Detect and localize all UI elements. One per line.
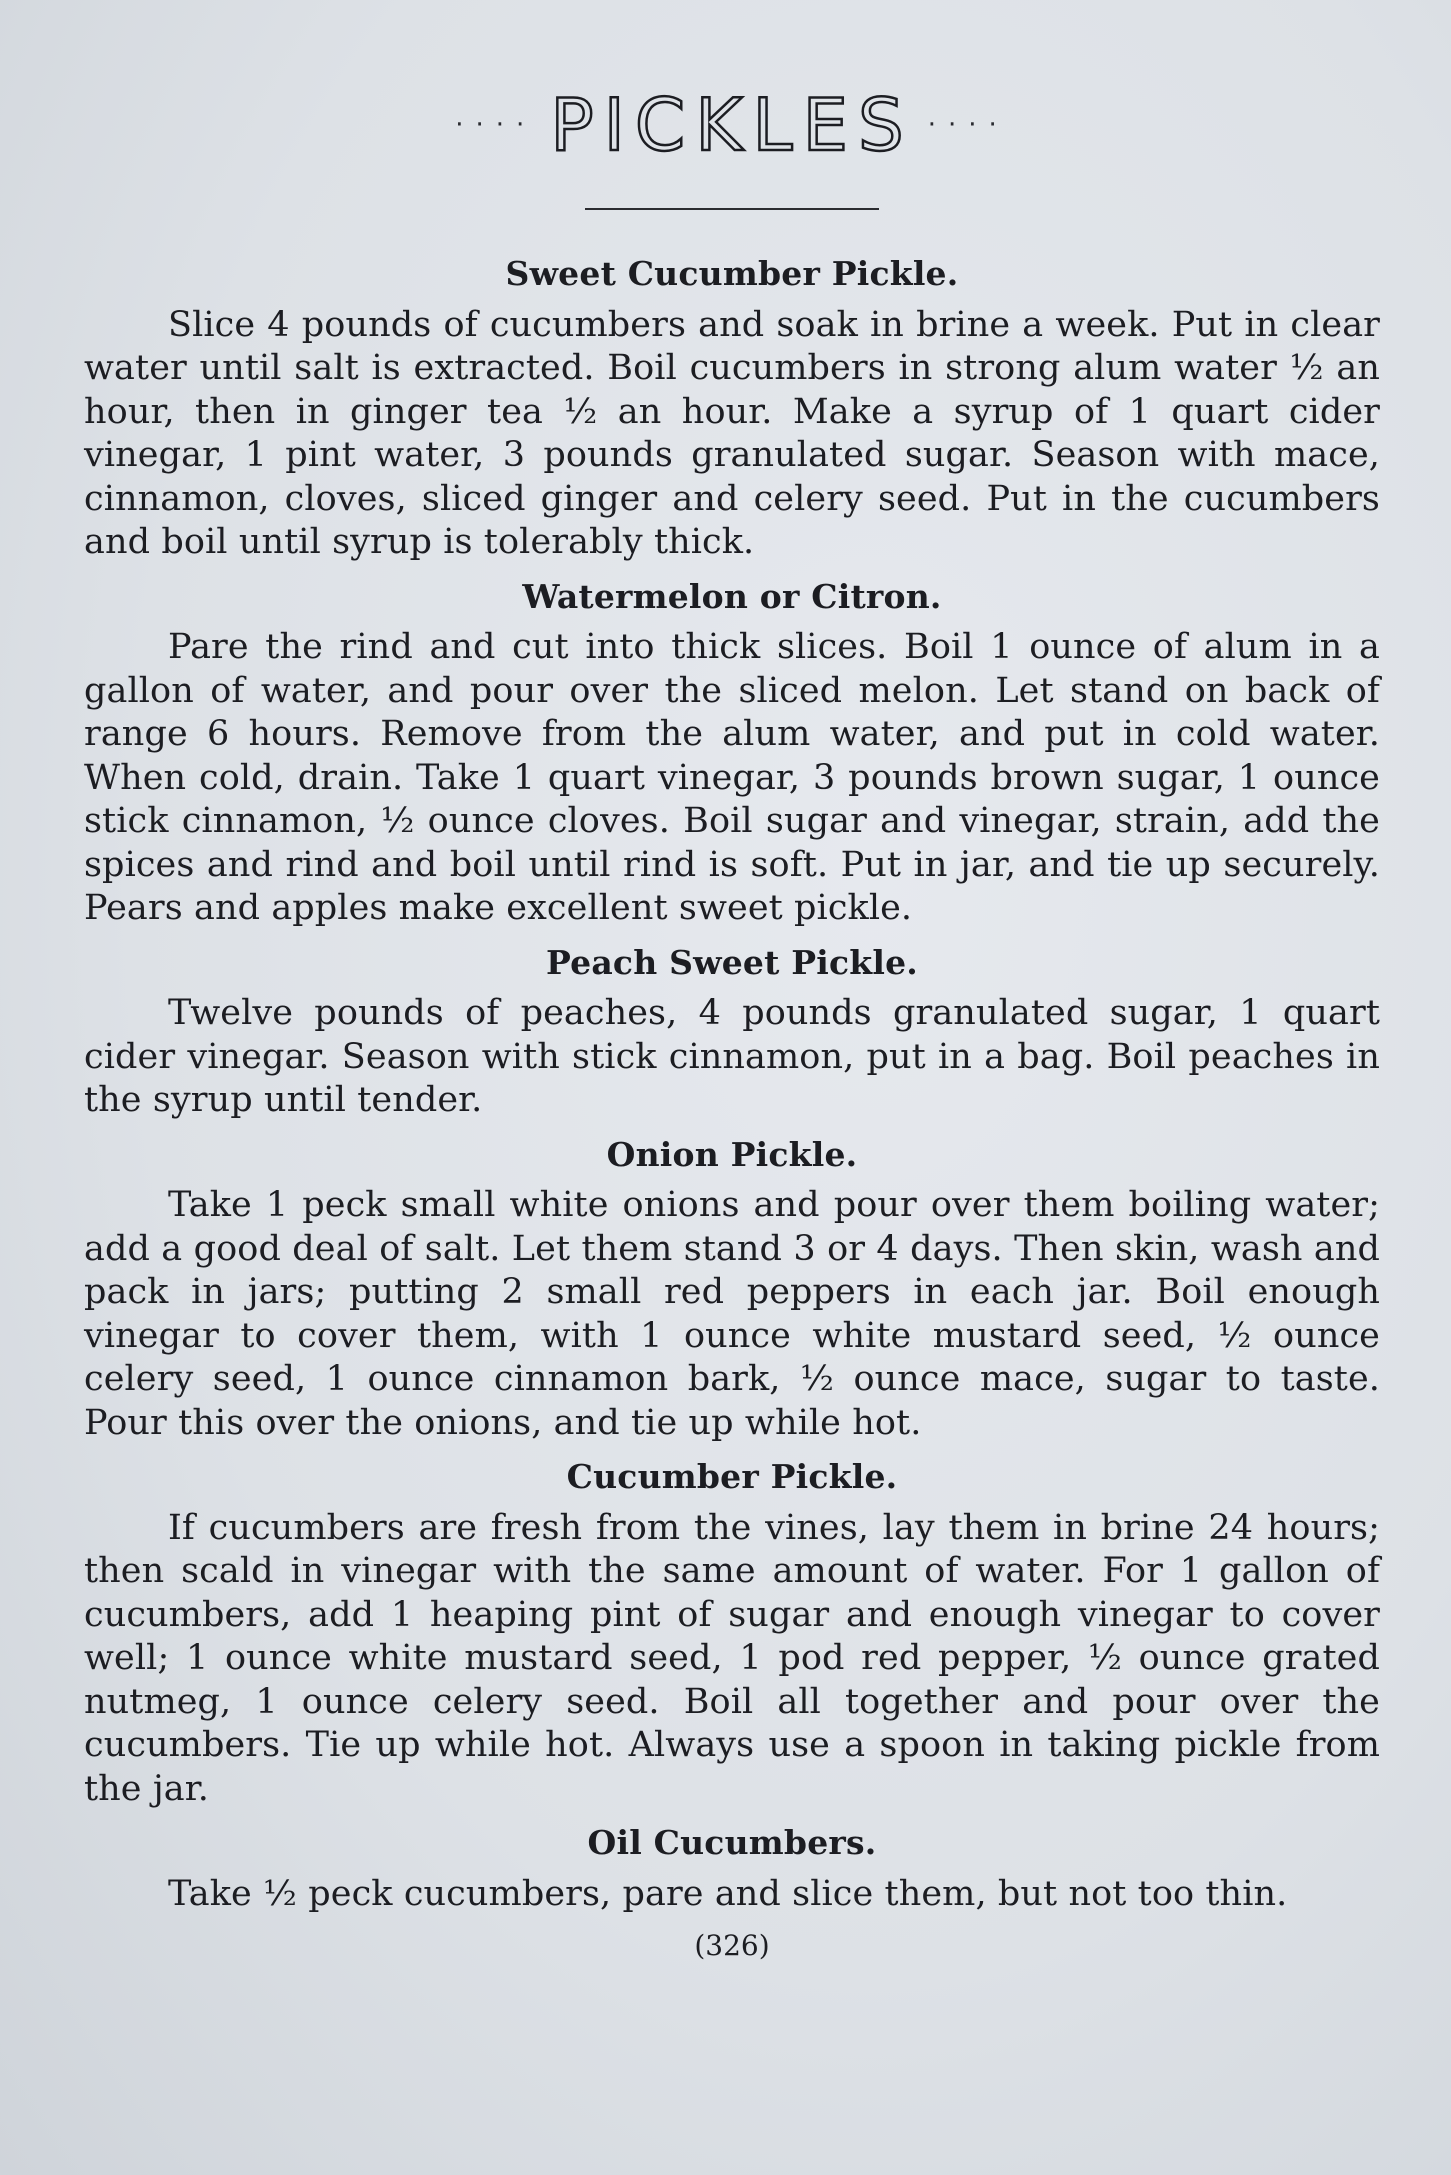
- recipe-title: Cucumber Pickle.: [566, 1457, 898, 1497]
- recipe-onion-pickle: [84, 1135, 1380, 1446]
- title-rule: [585, 208, 879, 210]
- recipe-title: Oil Cucumbers.: [587, 1823, 877, 1863]
- ornament-dots-left: ····: [455, 110, 537, 140]
- recipe-cucumber-pickle: [84, 1457, 1380, 1811]
- recipe-sweet-cucumber-pickle: [84, 254, 1380, 565]
- recipe-text: Take 1 peck small white onions and pour over them boiling water; add a good deal of salt. Let them stand 3 or 4 days. Then skin, wash and pack in jars; putting 2 small red peppers in each jar. Boil enough vinegar to cover them, with 1 ounce white mustard seed, ½ ounce celery seed, 1 ounce cinnamon bark, ½ ounce mace, sugar to taste. Pour this over the onions, and tie up while hot.: [84, 1185, 1380, 1443]
- ornament-dots-right: ····: [927, 110, 1009, 140]
- recipe-text: Take ½ peck cucumbers, pare and slice them, but not too thin.: [168, 1874, 1288, 1915]
- recipe-title: Onion Pickle.: [606, 1134, 858, 1174]
- recipe-text: Pare the rind and cut into thick slices. Boil 1 ounce of alum in a gallon of water, and pour over the sliced melon. Let stand on back of range 6 hours. Remove from the alum water, and put in cold water. When cold, drain. Take 1 quart vinegar, 3 pounds brown sugar, 1 ounce stick cinnamon, ½ ounce cloves. Boil sugar and vinegar, strain, add the spices and rind and boil until rind is soft. Put in jar, and tie up securely. Pears and apples make excellent sweet pickle.: [84, 627, 1380, 929]
- recipe-text: Slice 4 pounds of cucumbers and soak in brine a week. Put in clear water until salt is extracted. Boil cucumbers in strong alum water ½ an hour, then in ginger tea ½ an hour. Make a syrup of 1 quart cider vinegar, 1 pint water, 3 pounds granulated sugar. Season with mace, cinnamon, cloves, sliced ginger and celery seed. Put in the cucumbers and boil until syrup is tolerably thick.: [84, 304, 1380, 563]
- book-page: [84, 80, 1380, 2140]
- recipe-text: If cucumbers are fresh from the vines, lay them in brine 24 hours; then scald in vinegar with the same amount of water. For 1 gallon of cucumbers, add 1 heaping pint of sugar and enough vinegar to cover well; 1 ounce white mustard seed, 1 pod red pepper, ½ ounce grated nutmeg, 1 ounce celery seed. Boil all together and pour over the cucumbers. Tie up while hot. Always use a spoon in taking pickle from the jar.: [84, 1507, 1380, 1809]
- recipe-title: Sweet Cucumber Pickle.: [505, 254, 959, 293]
- recipe-peach-sweet-pickle: [84, 943, 1380, 1123]
- recipe-watermelon-or-citron: [84, 577, 1380, 931]
- recipe-oil-cucumbers: [84, 1823, 1380, 1916]
- page-header: [84, 80, 1380, 170]
- chapter-title: PICKLES: [550, 83, 914, 167]
- recipe-title: Peach Sweet Pickle.: [546, 942, 918, 982]
- recipe-text: Twelve pounds of peaches, 4 pounds granulated sugar, 1 quart cider vinegar. Season with stick cinnamon, put in a bag. Boil peaches in the syrup until tender.: [84, 993, 1380, 1121]
- page-number: (326): [694, 1928, 770, 1962]
- recipe-title: Watermelon or Citron.: [522, 576, 942, 616]
